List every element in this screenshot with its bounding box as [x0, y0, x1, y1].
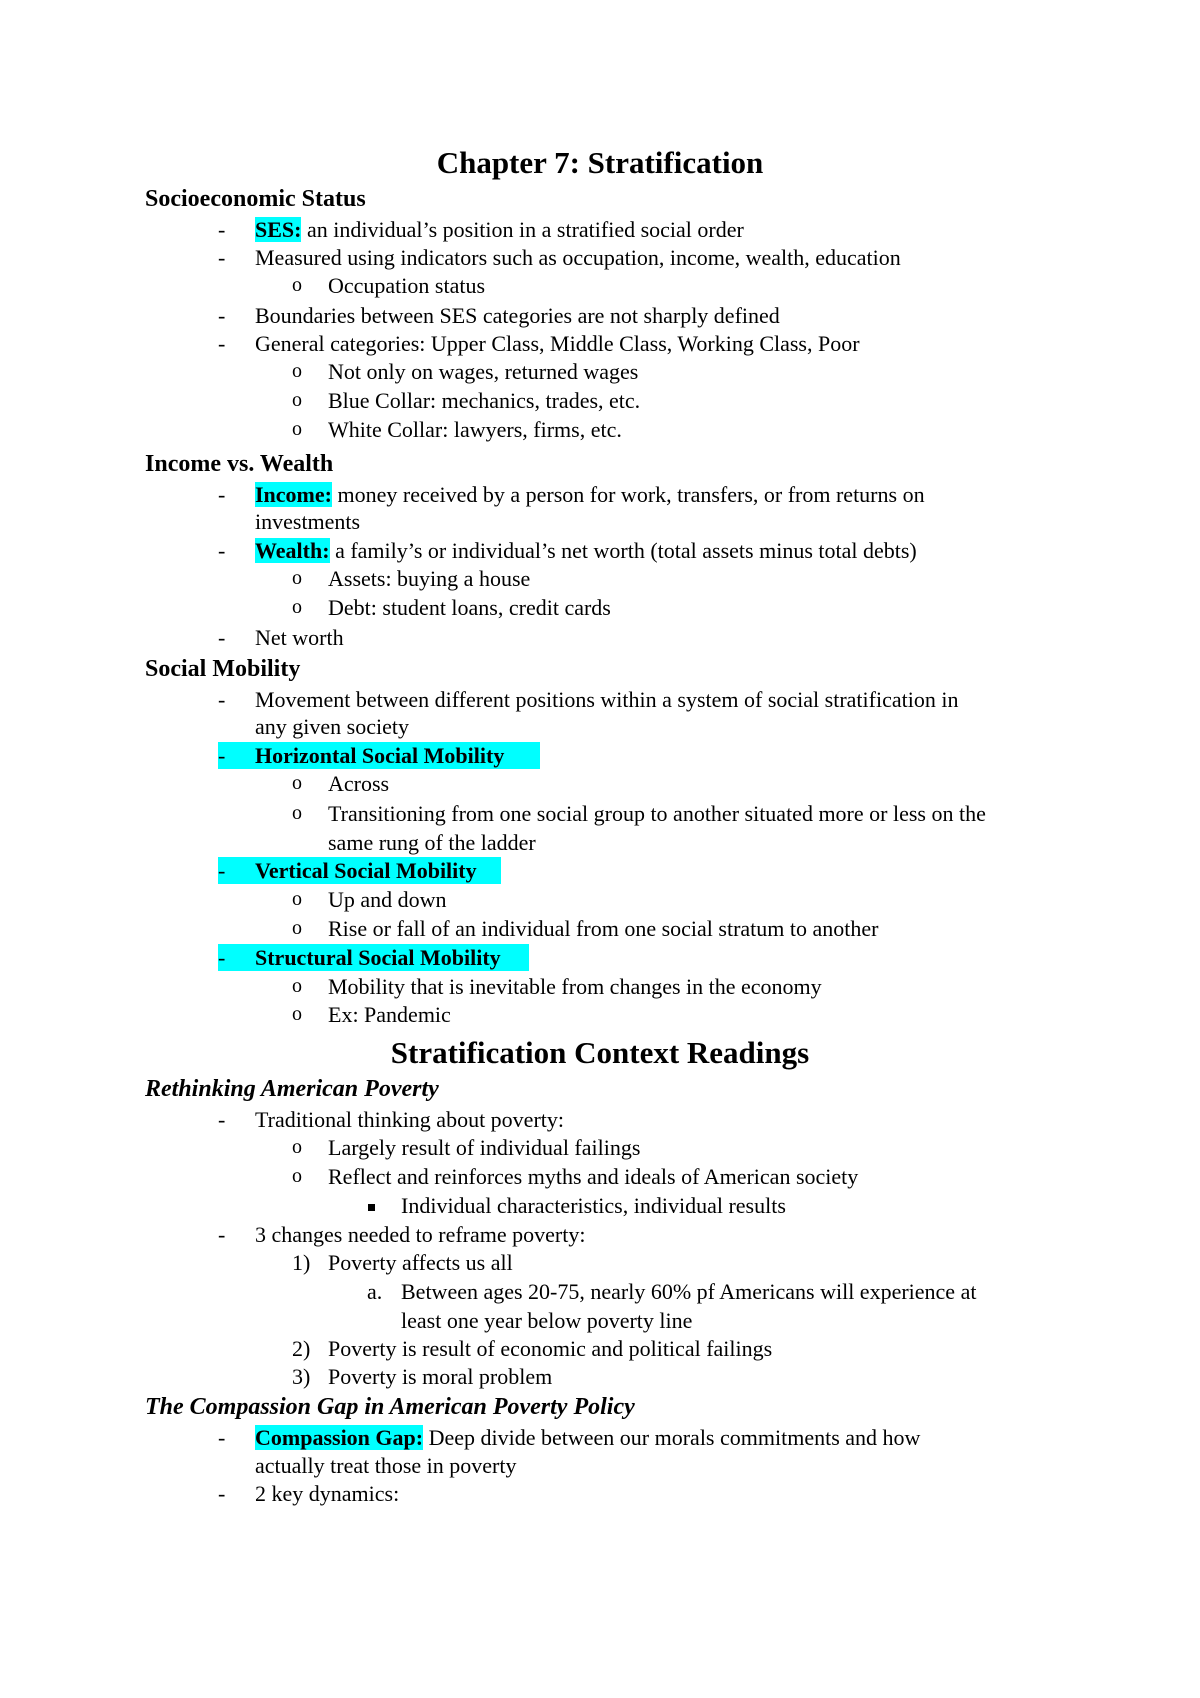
- list-item: Measured using indicators such as occupation, income, wealth, education: [255, 245, 901, 270]
- reading-heading-compassion: The Compassion Gap in American Poverty Policy: [145, 1394, 635, 1420]
- bullet-circle: o: [292, 802, 302, 824]
- list-item: Poverty affects us all: [328, 1250, 513, 1275]
- section-heading-mobility: Social Mobility: [145, 656, 301, 682]
- list-item-continuation: actually treat those in poverty: [255, 1453, 517, 1478]
- list-item: Boundaries between SES categories are not sharply defined: [255, 303, 780, 328]
- list-item: Rise or fall of an individual from one social stratum to another: [328, 916, 879, 941]
- chapter-title: Chapter 7: Stratification: [436, 145, 764, 180]
- list-item: Not only on wages, returned wages: [328, 359, 639, 384]
- bullet-circle: o: [292, 1165, 302, 1187]
- list-item: Net worth: [255, 625, 344, 650]
- list-item: Debt: student loans, credit cards: [328, 595, 611, 620]
- highlighted-term: Compassion Gap:: [255, 1425, 424, 1450]
- bullet-dash: -: [218, 1481, 226, 1506]
- bullet-circle: o: [292, 596, 302, 618]
- bullet-circle: o: [292, 917, 302, 939]
- list-item: Poverty is result of economic and political failings: [328, 1336, 773, 1361]
- bullet-dash: -: [218, 743, 226, 768]
- bullet-circle: o: [292, 1003, 302, 1025]
- bullet-dash: -: [218, 1107, 226, 1132]
- list-item: Traditional thinking about poverty:: [255, 1107, 564, 1132]
- bullet-dash: -: [218, 538, 226, 563]
- mobility-type-horizontal: Horizontal Social Mobility: [255, 743, 505, 768]
- section-heading-income: Income vs. Wealth: [145, 451, 334, 477]
- bullet-circle: o: [292, 360, 302, 382]
- bullet-dash: -: [218, 858, 226, 883]
- list-item: Compassion Gap: Deep divide between our morals commitments and how: [255, 1425, 921, 1450]
- bullet-dash: -: [218, 945, 226, 970]
- bullet-circle: o: [292, 418, 302, 440]
- list-item: Occupation status: [328, 273, 486, 298]
- list-item: Individual characteristics, individual results: [401, 1193, 786, 1218]
- readings-title: Stratification Context Readings: [390, 1035, 810, 1070]
- bullet-dash: -: [218, 687, 226, 712]
- bullet-circle: o: [292, 888, 302, 910]
- bullet-dash: -: [218, 217, 226, 242]
- list-item-continuation: same rung of the ladder: [328, 830, 536, 855]
- list-item: Ex: Pandemic: [328, 1002, 451, 1027]
- highlighted-term: Income:: [255, 482, 332, 507]
- list-number: 1): [292, 1250, 311, 1275]
- list-item: Reflect and reinforces myths and ideals of American society: [328, 1164, 859, 1189]
- list-item-continuation: investments: [255, 509, 361, 534]
- list-number: 3): [292, 1364, 311, 1389]
- bullet-dash: -: [218, 331, 226, 356]
- reading-heading-poverty: Rethinking American Poverty: [145, 1076, 439, 1102]
- bullet-circle: o: [292, 975, 302, 997]
- list-item: 2 key dynamics:: [255, 1481, 400, 1506]
- bullet-circle: o: [292, 389, 302, 411]
- highlighted-term: SES:: [255, 217, 302, 242]
- list-item: Blue Collar: mechanics, trades, etc.: [328, 388, 641, 413]
- list-item: Largely result of individual failings: [328, 1135, 641, 1160]
- list-item: SES: an individual’s position in a stratified social order: [255, 217, 744, 242]
- bullet-circle: o: [292, 567, 302, 589]
- list-item: Wealth: a family’s or individual’s net worth (total assets minus total debts): [255, 538, 917, 563]
- bullet-dash: -: [218, 1425, 226, 1450]
- list-number: 2): [292, 1336, 311, 1361]
- list-item: 3 changes needed to reframe poverty:: [255, 1222, 586, 1247]
- bullet-dash: -: [218, 1222, 226, 1247]
- section-heading-ses: Socioeconomic Status: [145, 186, 366, 212]
- list-item: Poverty is moral problem: [328, 1364, 553, 1389]
- highlighted-term: Wealth:: [255, 538, 330, 563]
- bullet-dash: -: [218, 625, 226, 650]
- bullet-circle: o: [292, 1136, 302, 1158]
- list-item: Up and down: [328, 887, 447, 912]
- bullet-circle: o: [292, 274, 302, 296]
- list-item: Income: money received by a person for work, transfers, or from returns on: [255, 482, 925, 507]
- bullet-circle: o: [292, 772, 302, 794]
- list-item: White Collar: lawyers, firms, etc.: [328, 417, 622, 442]
- list-item: Assets: buying a house: [328, 566, 531, 591]
- list-item: Transitioning from one social group to another situated more or less on the: [328, 801, 986, 826]
- list-item: Mobility that is inevitable from changes in the economy: [328, 974, 822, 999]
- list-letter: a.: [367, 1279, 383, 1304]
- list-item-continuation: any given society: [255, 714, 409, 739]
- list-item-continuation: least one year below poverty line: [401, 1308, 693, 1333]
- bullet-dash: -: [218, 245, 226, 270]
- bullet-dash: -: [218, 482, 226, 507]
- list-item: Between ages 20-75, nearly 60% pf Americans will experience at: [401, 1279, 977, 1304]
- list-item: Movement between different positions within a system of social stratification in: [255, 687, 959, 712]
- mobility-type-structural: Structural Social Mobility: [255, 945, 501, 970]
- list-item: General categories: Upper Class, Middle Class, Working Class, Poor: [255, 331, 860, 356]
- mobility-type-vertical: Vertical Social Mobility: [255, 858, 477, 883]
- list-item: Across: [328, 771, 390, 796]
- bullet-dash: -: [218, 303, 226, 328]
- bullet-square: [368, 1204, 375, 1211]
